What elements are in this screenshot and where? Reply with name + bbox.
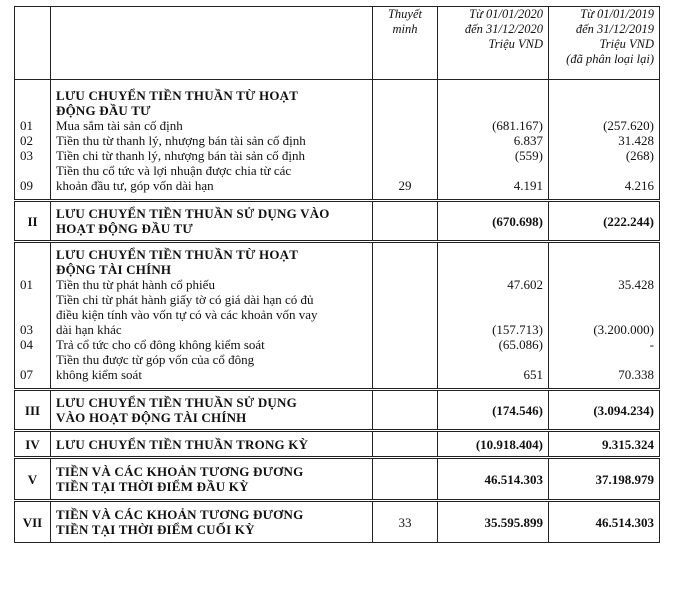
table-row <box>15 133 660 148</box>
value-2020: (10.918.404) <box>438 431 549 458</box>
table-row <box>15 148 660 163</box>
cash-flow-table <box>14 6 660 543</box>
total-ii-title-line1: LƯU CHUYỂN TIỀN THUẦN SỬ DỤNG VÀO <box>56 206 330 221</box>
table-row <box>15 292 660 337</box>
row-code: 07 <box>15 352 51 390</box>
header-code-cell <box>15 7 51 80</box>
header-2020-line1: Từ 01/01/2020 <box>469 7 543 21</box>
value-2020: (157.713) <box>438 292 549 337</box>
value-2019: 31.428 <box>549 133 660 148</box>
row-code: 03 <box>15 292 51 337</box>
investing-title-line2: ĐỘNG ĐẦU TƯ <box>56 103 151 118</box>
row-code: 01 <box>15 118 51 133</box>
total-row-vii <box>15 501 660 543</box>
value-2019: - <box>549 337 660 352</box>
value-2019: 9.315.324 <box>549 431 660 458</box>
table-row <box>15 352 660 390</box>
roman-numeral: IV <box>15 431 51 458</box>
total-iv-title: LƯU CHUYỂN TIỀN THUẦN TRONG KỲ <box>51 431 373 458</box>
value-2019: (3.200.000) <box>549 292 660 337</box>
table-header-row <box>15 7 660 80</box>
value-2019: (222.244) <box>549 201 660 242</box>
total-row-iv <box>15 431 660 458</box>
table-row <box>15 118 660 133</box>
header-2020-line2: đến 31/12/2020 <box>464 22 543 36</box>
table-row <box>15 277 660 292</box>
row-code: 03 <box>15 148 51 163</box>
row-label <box>51 292 373 337</box>
header-2019-line1: Từ 01/01/2019 <box>580 7 654 21</box>
investing-section-title <box>51 80 373 119</box>
value-2019: 4.216 <box>549 163 660 201</box>
row-label <box>51 352 373 390</box>
total-iii-title-line2: VÀO HOẠT ĐỘNG TÀI CHÍNH <box>56 410 247 425</box>
value-2019: 35.428 <box>549 277 660 292</box>
row-label-line2: điều kiện tính vào vốn tự có và các khoản vốn vay <box>56 307 318 322</box>
value-2020: (65.086) <box>438 337 549 352</box>
header-2019-reclassified: (đã phân loại lại) <box>566 52 654 66</box>
header-note-line2: minh <box>392 22 418 36</box>
row-label-line2: không kiểm soát <box>56 367 142 382</box>
row-note: 29 <box>373 163 438 201</box>
row-code: 09 <box>15 163 51 201</box>
row-label-line2: khoản đầu tư, góp vốn dài hạn <box>56 178 214 193</box>
row-label: Tiền chi từ thanh lý, nhượng bán tài sản cố định <box>51 148 373 163</box>
row-code: 04 <box>15 337 51 352</box>
total-row-v <box>15 458 660 501</box>
value-2020: (681.167) <box>438 118 549 133</box>
value-2019: 70.338 <box>549 352 660 390</box>
roman-numeral: V <box>15 458 51 501</box>
row-label: Mua sắm tài sản cố định <box>51 118 373 133</box>
value-2020: (670.698) <box>438 201 549 242</box>
total-iii-title <box>51 390 373 431</box>
total-row-iii <box>15 390 660 431</box>
header-2019 <box>549 7 660 80</box>
value-2019: 37.198.979 <box>549 458 660 501</box>
row-label-line3: dài hạn khác <box>56 322 122 337</box>
row-code: 01 <box>15 277 51 292</box>
investing-title-line1: LƯU CHUYỂN TIỀN THUẦN TỪ HOẠT <box>56 88 299 103</box>
header-note <box>373 7 438 80</box>
row-label-line1: Tiền thu được từ góp vốn của cổ đông <box>56 352 255 367</box>
header-2019-unit: Triệu VND <box>599 37 654 51</box>
roman-numeral: II <box>15 201 51 242</box>
row-label-line1: Tiền thu cổ tức và lợi nhuận được chia từ các <box>56 163 292 178</box>
value-2020: 47.602 <box>438 277 549 292</box>
total-vii-title-line2: TIỀN TẠI THỜI ĐIỂM CUỐI KỲ <box>56 522 255 537</box>
row-label <box>51 163 373 201</box>
row-note: 33 <box>373 501 438 543</box>
value-2020: (174.546) <box>438 390 549 431</box>
total-vii-title <box>51 501 373 543</box>
value-2020: 651 <box>438 352 549 390</box>
financing-title-line1: LƯU CHUYỂN TIỀN THUẦN TỪ HOẠT <box>56 247 299 262</box>
value-2019: (257.620) <box>549 118 660 133</box>
total-ii-title-line2: HOẠT ĐỘNG ĐẦU TƯ <box>56 221 193 236</box>
financing-title-line2: ĐỘNG TÀI CHÍNH <box>56 262 172 277</box>
investing-title-row <box>15 80 660 119</box>
header-2020 <box>438 7 549 80</box>
row-label-line1: Tiền chi từ phát hành giấy tờ có giá dài hạn có đủ <box>56 292 314 307</box>
financing-title-row <box>15 242 660 278</box>
total-v-title-line1: TIỀN VÀ CÁC KHOẢN TƯƠNG ĐƯƠNG <box>56 464 304 479</box>
value-2020: 6.837 <box>438 133 549 148</box>
value-2020: 35.595.899 <box>438 501 549 543</box>
roman-numeral: III <box>15 390 51 431</box>
row-label: Tiền thu từ thanh lý, nhượng bán tài sản cố định <box>51 133 373 148</box>
header-note-line1: Thuyết <box>387 7 423 21</box>
row-label: Trả cổ tức cho cổ đông không kiểm soát <box>51 337 373 352</box>
total-iii-title-line1: LƯU CHUYỂN TIỀN THUẦN SỬ DỤNG <box>56 395 297 410</box>
total-v-title-line2: TIỀN TẠI THỜI ĐIỂM ĐẦU KỲ <box>56 479 249 494</box>
value-2019: 46.514.303 <box>549 501 660 543</box>
total-vii-title-line1: TIỀN VÀ CÁC KHOẢN TƯƠNG ĐƯƠNG <box>56 507 304 522</box>
value-2020: 4.191 <box>438 163 549 201</box>
row-code: 02 <box>15 133 51 148</box>
value-2019: (268) <box>549 148 660 163</box>
header-2019-line2: đến 31/12/2019 <box>575 22 654 36</box>
value-2020: 46.514.303 <box>438 458 549 501</box>
row-label: Tiền thu từ phát hành cổ phiếu <box>51 277 373 292</box>
table-row <box>15 337 660 352</box>
total-row-ii <box>15 201 660 242</box>
value-2019: (3.094.234) <box>549 390 660 431</box>
total-v-title <box>51 458 373 501</box>
total-ii-title <box>51 201 373 242</box>
table-row <box>15 163 660 201</box>
financing-section-title <box>51 242 373 278</box>
roman-numeral: VII <box>15 501 51 543</box>
value-2020: (559) <box>438 148 549 163</box>
header-label-cell <box>51 7 373 80</box>
header-2020-unit: Triệu VND <box>488 37 543 51</box>
